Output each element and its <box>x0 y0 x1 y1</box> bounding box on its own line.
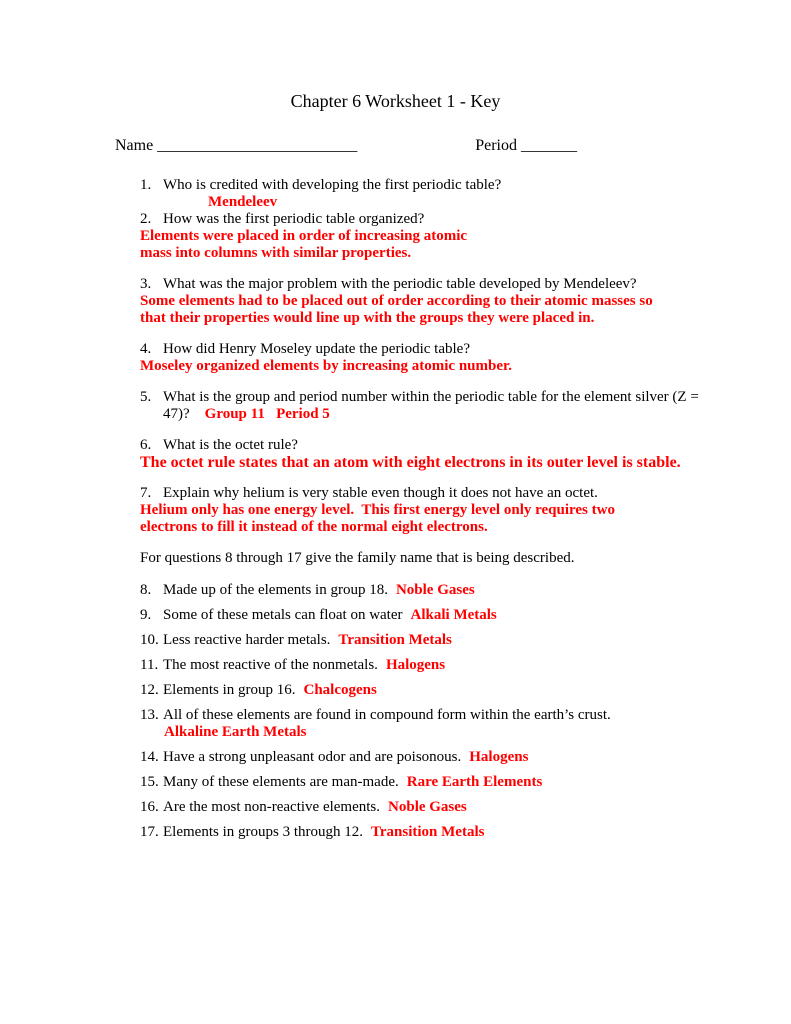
question-text: All of these elements are found in compound form within the earth’s crust. <box>163 707 611 723</box>
question-number: 10. <box>140 632 159 648</box>
question-text: Explain why helium is very stable even though it does not have an octet. <box>163 485 598 501</box>
question-text: What is the octet rule? <box>163 437 298 453</box>
question-9 <box>140 607 691 624</box>
answer-text: Some elements had to be placed out of order according to their atomic masses so <box>140 293 653 309</box>
question-1 <box>140 177 691 211</box>
answer-text: Alkaline Earth Metals <box>164 724 307 740</box>
question-number: 5. <box>140 389 152 405</box>
answer-text: Noble Gases <box>388 799 467 815</box>
answer-text: Halogens <box>469 749 529 765</box>
question-text: Less reactive harder metals. <box>163 632 331 648</box>
question-number: 12. <box>140 682 159 698</box>
question-list <box>0 177 791 841</box>
question-number: 3. <box>140 276 152 292</box>
answer-text: Group 11 Period 5 <box>204 406 330 422</box>
question-number: 6. <box>140 437 152 453</box>
question-text: Some of these metals can float on water <box>163 607 403 623</box>
question-text: Many of these elements are man-made. <box>163 774 399 790</box>
period-field <box>475 136 577 156</box>
question-number: 8. <box>140 582 152 598</box>
question-number: 13. <box>140 707 159 723</box>
question-text: The most reactive of the nonmetals. <box>163 657 378 673</box>
question-text: 47)? <box>163 406 190 422</box>
question-number: 9. <box>140 607 152 623</box>
answer-text: Rare Earth Elements <box>406 774 543 790</box>
question-2 <box>140 211 691 262</box>
answer-text: Transition Metals <box>338 632 452 648</box>
question-number: 7. <box>140 485 152 501</box>
question-text: How was the first periodic table organized? <box>163 211 425 227</box>
name-period-row <box>0 136 791 156</box>
answer-text: electrons to fill it instead of the normal eight electrons. <box>140 519 488 535</box>
question-17 <box>140 824 691 841</box>
question-number: 11. <box>140 657 159 673</box>
answer-text: Elements were placed in order of increasing atomic <box>140 228 468 244</box>
question-text: What was the major problem with the periodic table developed by Mendeleev? <box>163 276 637 292</box>
name-field <box>115 136 357 156</box>
question-14 <box>140 749 691 766</box>
question-12 <box>140 682 691 699</box>
period-blank-line: _______ <box>521 137 577 154</box>
answer-text: that their properties would line up with the groups they were placed in. <box>140 310 595 326</box>
question-3 <box>140 276 691 327</box>
question-text: Elements in groups 3 through 12. <box>163 824 363 840</box>
question-10 <box>140 632 691 649</box>
question-5 <box>140 389 699 423</box>
question-13 <box>140 707 691 741</box>
question-number: 1. <box>140 177 152 193</box>
question-number: 2. <box>140 211 152 227</box>
answer-text: Moseley organized elements by increasing atomic number. <box>140 358 513 374</box>
answer-text: Halogens <box>385 657 446 673</box>
answer-text: mass into columns with similar properties. <box>140 245 412 261</box>
answer-text: Helium only has one energy level. This first energy level only requires two <box>140 502 615 518</box>
question-text: How did Henry Moseley update the periodic table? <box>163 341 470 357</box>
name-blank-line: _________________________ <box>157 137 358 154</box>
question-text: Have a strong unpleasant odor and are poisonous. <box>163 749 462 765</box>
question-number: 4. <box>140 341 152 357</box>
period-label: Period <box>475 137 517 154</box>
answer-text: Mendeleev <box>208 194 278 210</box>
name-label: Name <box>115 137 154 154</box>
question-text: What is the group and period number within the periodic table for the element silver (Z = <box>163 389 699 405</box>
answer-text: Noble Gases <box>395 582 475 598</box>
answer-text: Transition Metals <box>370 824 485 840</box>
question-number: 17. <box>140 824 159 840</box>
question-continuation <box>163 406 691 423</box>
question-11 <box>140 657 691 674</box>
question-text: Are the most non-reactive elements. <box>163 799 381 815</box>
answer-text: The octet rule states that an atom with eight electrons in its outer level is stable. <box>140 454 681 471</box>
question-number: 15. <box>140 774 159 790</box>
question-16 <box>140 799 691 816</box>
page-title: Chapter 6 Worksheet 1 - Key <box>290 91 501 111</box>
answer-text: Chalcogens <box>303 682 377 698</box>
answer-text: Alkali Metals <box>410 607 497 623</box>
question-7 <box>140 485 691 536</box>
question-4 <box>140 341 691 375</box>
question-8 <box>140 582 691 599</box>
question-15 <box>140 774 691 791</box>
question-number: 14. <box>140 749 159 765</box>
question-number: 16. <box>140 799 159 815</box>
question-text: Made up of the elements in group 18. <box>163 582 388 598</box>
question-text: Elements in group 16. <box>163 682 296 698</box>
question-text: Who is credited with developing the first periodic table? <box>163 177 502 193</box>
question-6 <box>140 437 691 471</box>
section-instruction: For questions 8 through 17 give the family name that is being described. <box>140 550 575 566</box>
